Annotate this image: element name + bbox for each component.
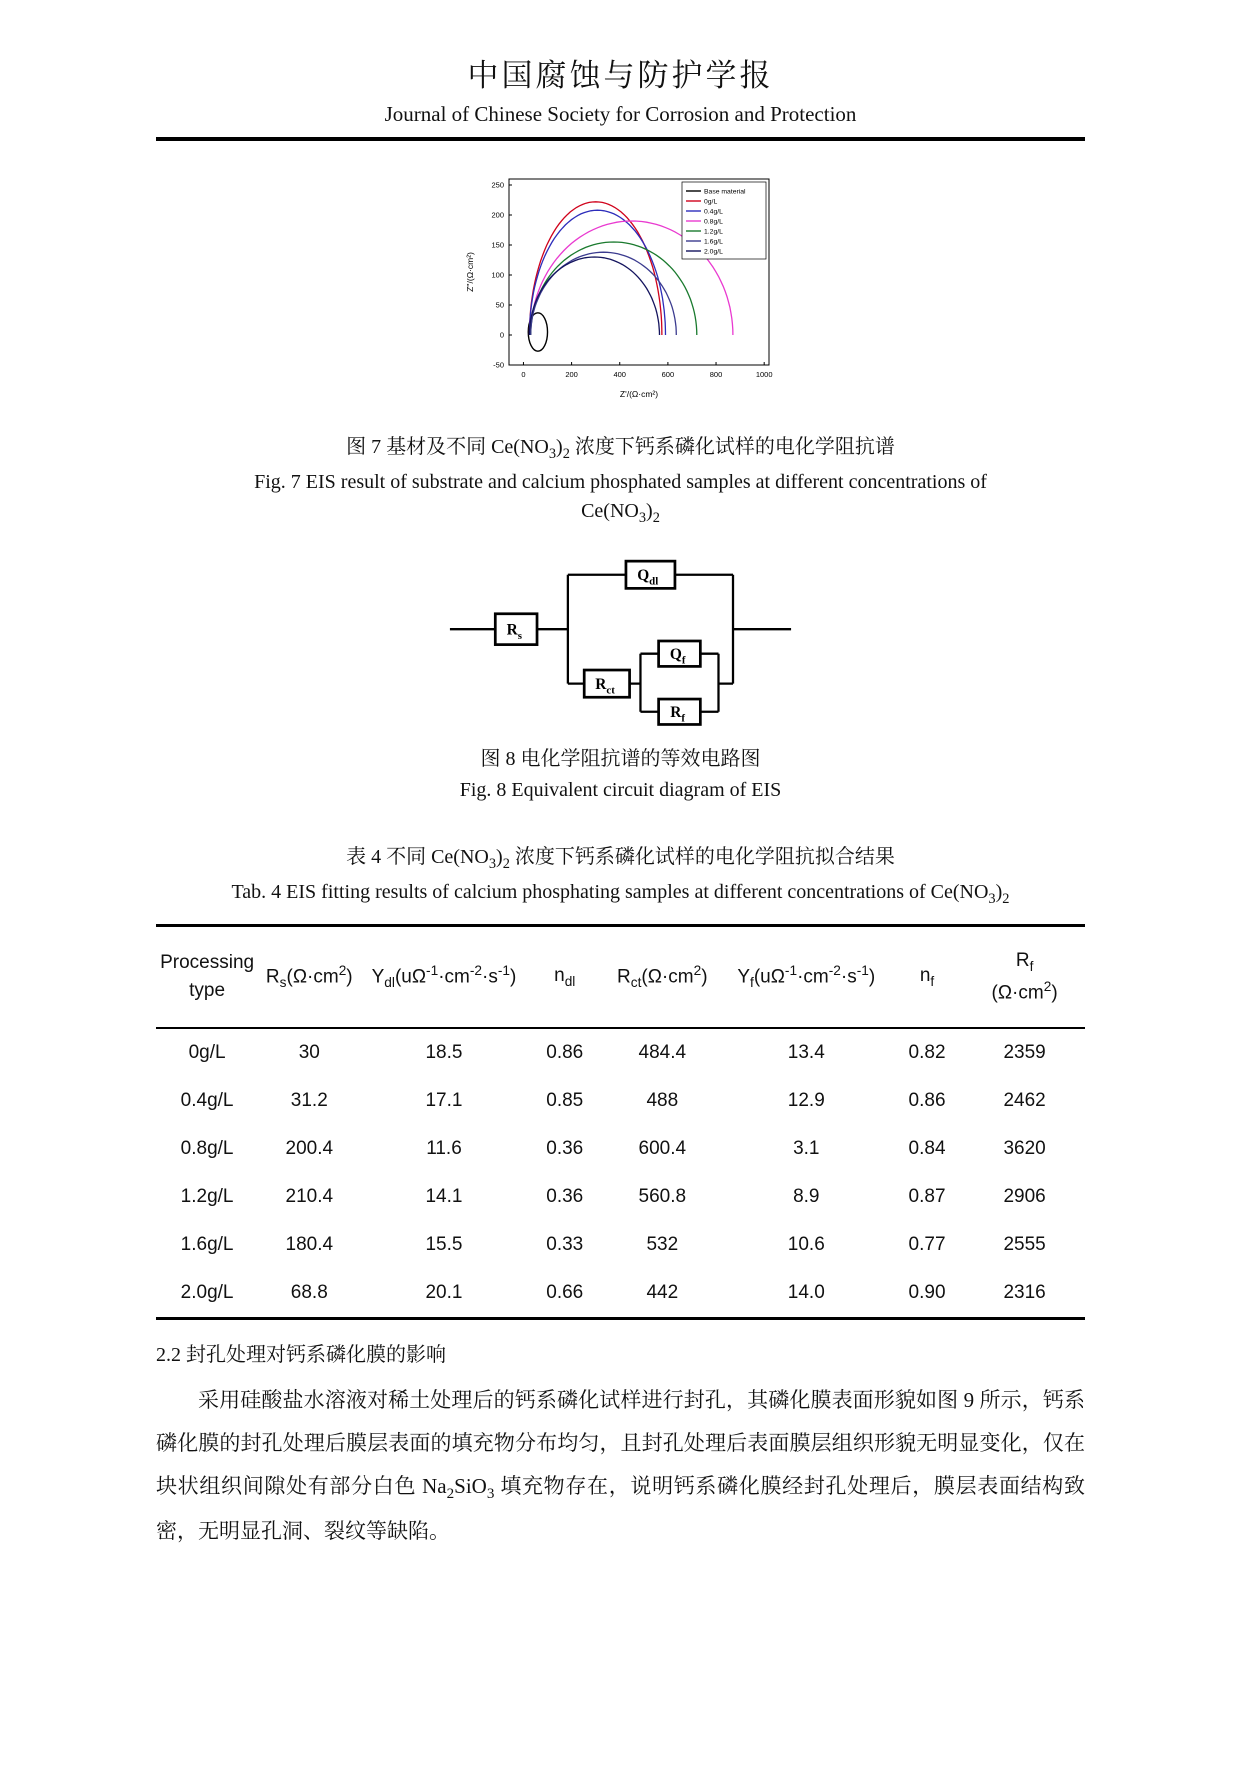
legend-label: 1.2g/L [703, 228, 723, 236]
table-cell: 14.0 [787, 1281, 825, 1303]
table-cell: 1.6g/L [180, 1233, 234, 1255]
figure8-block [156, 543, 1085, 734]
table-cell: 600.4 [638, 1137, 687, 1159]
figure7-caption-zh: 图 7 基材及不同 $Ce(NO_3)_2$ 浓度下钙系磷化试样的电化学阻抗谱 [346, 436, 895, 462]
x-tick-label: 400 [612, 370, 626, 379]
table-cell: 2316 [1003, 1281, 1046, 1303]
figure8-caption-zh: 图 8 电化学阻抗谱的等效电路图 [480, 748, 761, 770]
table-cell: 200.4 [285, 1137, 334, 1159]
table4-caption-zh: 表 4 不同 $Ce(NO_3)_2$ 浓度下钙系磷化试样的电化学阻抗拟合结果 [346, 846, 895, 872]
x-tick-label: 600 [661, 370, 674, 379]
table-cell: 210.4 [285, 1185, 334, 1207]
table-cell: 0.33 [546, 1233, 584, 1255]
table-cell: 14.1 [425, 1185, 463, 1207]
x-tick-label: 0 [520, 370, 526, 379]
table-cell: 68.8 [290, 1281, 328, 1303]
circuit-label-rct: $R_{ct}$ [595, 676, 615, 697]
table-cell: 442 [646, 1281, 679, 1303]
table-cell: 31.2 [290, 1089, 328, 1111]
table-cell: 0.87 [908, 1185, 946, 1207]
section-2-2-heading: 2.2 封孔处理对钙系磷化膜的影响 [156, 1343, 446, 1366]
table-row [156, 1125, 1085, 1173]
table-cell: 30 [298, 1041, 320, 1063]
journal-title-en: Journal of Chinese Society for Corrosion and Protection [384, 102, 857, 126]
table-cell: 0.4g/L [180, 1089, 234, 1111]
table-cell: 532 [646, 1233, 679, 1255]
table-cell: 0.90 [908, 1281, 946, 1303]
legend-label: 2.0g/L [703, 248, 723, 256]
table-cell: 3.1 [793, 1137, 820, 1159]
x-tick-label: 800 [709, 370, 722, 379]
table-cell: 2359 [1003, 1041, 1046, 1063]
y-tick-label: 0 [499, 330, 504, 340]
table4-caption-en: Tab. 4 EIS fitting results of calcium phosphating samples at different concentrations of $Ce(NO_3)_2$ [231, 881, 1010, 907]
eis-table-body [156, 1028, 1085, 1319]
table-cell: 18.5 [425, 1041, 463, 1063]
x-tick-label: 200 [564, 370, 578, 379]
figure7-caption-en: Fig. 7 EIS result of substrate and calcium phosphated samples at different concentrations of [254, 471, 987, 493]
header-rule [156, 137, 1085, 141]
table-cell: 10.6 [787, 1233, 825, 1255]
circuit-label-rs: $R_s$ [506, 621, 523, 643]
equivalent-circuit-diagram [448, 543, 793, 729]
y-axis-label: Z''/(Ω·cm²) [464, 252, 475, 292]
table-header-row [156, 926, 1085, 1028]
table-cell: 11.6 [426, 1137, 462, 1159]
table-cell: 0g/L [188, 1041, 226, 1063]
table-cell: 13.4 [787, 1041, 825, 1063]
y-tick-label: -50 [492, 360, 504, 370]
table-cell: 0.86 [546, 1041, 584, 1063]
journal-title-zh: 中国腐蚀与防护学报 [467, 58, 774, 93]
circuit-label-rf: $R_f$ [670, 704, 686, 725]
legend-label: 0g/L [703, 198, 717, 206]
table-row [156, 1173, 1085, 1221]
circuit-label-qf: $Q_f$ [669, 646, 686, 667]
table-cell: 2.0g/L [180, 1281, 234, 1303]
table-cell: 0.66 [546, 1281, 584, 1303]
table-row [156, 1028, 1085, 1077]
table-cell: 8.9 [793, 1185, 820, 1207]
column-header-ydl: $Y_{dl}(u\Omega^{-1}\cdot cm^{-2}\cdot s^{-1})$ [360, 926, 527, 1028]
table-row [156, 1077, 1085, 1125]
series-1-2g-l [530, 242, 696, 335]
y-tick-label: 50 [495, 300, 504, 310]
series-0-4g-l [529, 210, 665, 335]
table-cell: 2462 [1003, 1089, 1046, 1111]
table-row [156, 1269, 1085, 1319]
y-tick-label: 100 [490, 270, 504, 280]
table-cell: 0.84 [908, 1137, 946, 1159]
table-cell: 0.85 [546, 1089, 584, 1111]
table-cell: 15.5 [425, 1233, 463, 1255]
table-cell: 3620 [1003, 1137, 1046, 1159]
legend-label: 1.6g/L [703, 238, 723, 246]
x-tick-label: 1000 [755, 370, 773, 379]
table-cell: 0.36 [546, 1137, 584, 1159]
table-cell: 2555 [1003, 1233, 1046, 1255]
eis-fitting-table [156, 924, 1085, 1320]
column-header-rs: $R_s(\Omega\cdot cm^2)$ [258, 926, 360, 1028]
table-cell: 0.36 [546, 1185, 584, 1207]
figure7-caption-en-line2: $Ce(NO_3)_2$ [581, 500, 660, 526]
figure8-caption-en: Fig. 8 Equivalent circuit diagram of EIS [459, 779, 782, 801]
table-cell: 17.1 [425, 1089, 463, 1111]
table-cell: 0.8g/L [180, 1137, 234, 1159]
table-cell: 488 [646, 1089, 679, 1111]
column-header-processing-type: Processing type [156, 926, 258, 1028]
column-header-nf: $n_f$ [890, 926, 964, 1028]
column-header-rf: $R_f$ $(\Omega\cdot cm^2)$ [964, 926, 1085, 1028]
figure7-block [156, 167, 1085, 410]
table-cell: 12.9 [787, 1089, 825, 1111]
legend-label: Base material [703, 188, 746, 196]
section-2-2-paragraph: 采用硅酸盐水溶液对稀土处理后的钙系磷化试样进行封孔，其磷化膜表面形貌如图 9 所示，钙系磷化膜的封孔处理后膜层表面的填充物分布均匀，且封孔处理后表面膜层组织形貌无明显变化，仅在块状组织间隙处有部分白色 $Na_2SiO_3$ 填充物存在，说明钙系磷化膜经封孔处理后，膜层表面结构致密，无明显孔洞、裂纹等缺陷。 [156, 1387, 1085, 1543]
y-tick-label: 150 [490, 240, 504, 250]
table-cell: 560.8 [638, 1185, 687, 1207]
journal-header [156, 50, 1085, 141]
y-tick-label: 250 [490, 180, 504, 190]
table-cell: 0.82 [908, 1041, 946, 1063]
column-header-yf: $Y_f(u\Omega^{-1}\cdot cm^{-2}\cdot s^{-1})$ [723, 926, 890, 1028]
circuit-label-qdl: $Q_{dl}$ [637, 567, 659, 588]
table-cell: 484.4 [638, 1041, 687, 1063]
eis-nyquist-chart [461, 167, 781, 405]
table-row [156, 1221, 1085, 1269]
legend-label: 0.4g/L [703, 208, 723, 216]
column-header-rct: $R_{ct}(\Omega\cdot cm^2)$ [602, 926, 723, 1028]
legend-label: 0.8g/L [703, 218, 723, 226]
table-cell: 180.4 [285, 1233, 334, 1255]
x-axis-label: Z'/(Ω·cm²) [619, 389, 658, 399]
table-cell: 0.77 [908, 1233, 946, 1255]
table-cell: 0.86 [908, 1089, 946, 1111]
y-tick-label: 200 [490, 210, 504, 220]
table-cell: 2906 [1003, 1185, 1046, 1207]
column-header-ndl: $n_{dl}$ [528, 926, 602, 1028]
table-cell: 20.1 [425, 1281, 463, 1303]
table-cell: 1.2g/L [180, 1185, 234, 1207]
